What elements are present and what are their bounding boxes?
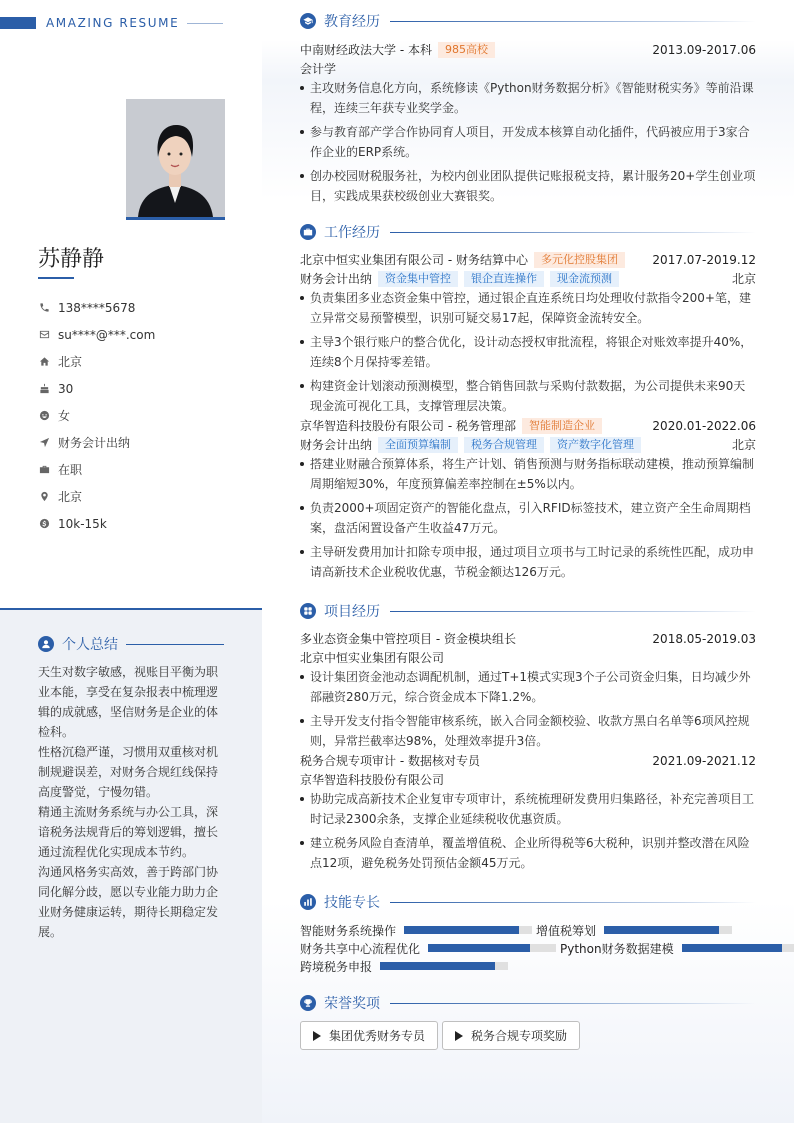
project-company: 北京中恒实业集团有限公司 [300,651,445,665]
home-icon [38,356,50,368]
skill-fill [380,962,495,970]
info-phone-text: 138****5678 [58,300,136,315]
job-bullets [300,288,756,416]
skill-bar [380,962,508,970]
skill-item [536,921,732,939]
awards-list [300,1021,584,1050]
name-underline [38,277,74,279]
education-section [300,11,756,210]
phone-icon [38,302,50,314]
profile-photo [126,99,225,220]
skill-fill [604,926,719,934]
job-skill-tag: 银企直连操作 [464,271,544,287]
summary-paragraph: 精通主流财务系统与办公工具，深谙税务法规背后的筹划逻辑，擅长通过流程优化实现成本节约。 [38,805,219,859]
list-item: 主导研发费用加计扣除专项申报，通过项目立项书与工时记录的系统性匹配，成功申请高新技术企业税收优惠，节税金额达126万元。 [300,542,756,582]
info-location [38,483,155,510]
trophy-icon [300,995,316,1011]
education-school: 中南财经政法大学 - 本科 [300,43,432,57]
project-period: 2021.09-2021.12 [652,753,756,768]
job-period: 2020.01-2022.06 [652,418,756,433]
grid-icon [300,603,316,619]
education-bullets [300,78,756,206]
award-label: 集团优秀财务专员 [329,1029,426,1043]
cake-icon [38,383,50,395]
list-item: 主攻财务信息化方向，系统修读《Python财务数据分析》《智能财税实务》等前沿课程，连续三年获专业奖学金。 [300,78,756,118]
mail-icon [38,329,50,341]
education-header [300,11,756,31]
project-company-row [300,648,756,667]
list-item: 参与教育部产学合作协同育人项目，开发成本核算自动化插件，代码被应用于3家合作企业的ERP系统。 [300,122,756,162]
job-skill-tag: 税务合规管理 [464,437,544,453]
briefcase-icon [300,224,316,240]
profile-name: 苏静静 [38,247,105,272]
projects-header [300,601,756,621]
skills-line [390,902,756,903]
list-item: 协助完成高新技术企业复审专项审计，系统梳理研发费用归集路径，补充完善项目工时记录2300余条，支撑企业延续税收优惠资质。 [300,789,756,829]
list-item: 建立税务风险自查清单，覆盖增值税、企业所得税等6大税种，识别并整改潜在风险点12项，避免税务处罚预估金额45万元。 [300,833,756,873]
skill-name: 智能财务系统操作 [300,923,397,938]
face-icon [38,410,50,422]
info-gender [38,402,155,429]
summary-text [38,662,224,942]
job-skill-tag: 资金集中管控 [378,271,458,287]
awards-section [300,993,756,1013]
list-item: 主导开发支付指令智能审核系统，嵌入合同金额校验、收款方黑白名单等6项风控规则，异常拦截率达98%，处理效率提升3倍。 [300,711,756,751]
info-phone [38,294,155,321]
job-city: 北京 [731,272,756,286]
send-icon [38,437,50,449]
job-row [300,416,756,435]
skill-fill [428,944,530,952]
list-item: 创办校园财税服务社，为校内创业团队提供记账报税支持，累计服务20+学生创业项目，实践成果获校级创业大赛银奖。 [300,166,756,206]
info-age [38,375,155,402]
job-company-tag: 多元化控股集团 [534,252,625,268]
education-period: 2013.09-2017.06 [652,42,756,57]
list-item: 负责集团多业态资金集中管控，通过银企直连系统日均处理收付款指令200+笔，建立异常交易预警模型，识别可疑交易17起，保障资金流转安全。 [300,288,756,328]
skill-name: Python财务数据建模 [560,941,674,956]
graduation-cap-icon [300,13,316,29]
job-period: 2017.07-2019.12 [652,252,756,267]
info-position [38,429,155,456]
skill-bar [604,926,732,934]
job-role: 财务会计出纳 [300,272,373,286]
briefcase-icon [38,464,50,476]
awards-title: 荣誉奖项 [324,996,380,1012]
job-company-tag: 智能制造企业 [522,418,602,434]
education-major: 会计学 [300,62,337,76]
bar-chart-icon [300,894,316,910]
project-period: 2018.05-2019.03 [652,631,756,646]
skill-bar [428,944,556,952]
project-name: 多业态资金集中管控项目 - 资金模块组长 [300,632,516,646]
project-bullets [300,667,756,751]
job-skill-tag: 全面预算编制 [378,437,458,453]
list-item: 负责2000+项固定资产的智能化盘点，引入RFID标签技术，建立资产全生命周期档案，盘活闲置设备产生收益47万元。 [300,498,756,538]
job-role-row [300,269,756,288]
award-badge [300,1021,438,1050]
work-line [390,232,756,233]
education-row [300,40,756,59]
info-status [38,456,155,483]
job-row [300,250,756,269]
education-title: 教育经历 [324,14,380,30]
award-badge [442,1021,580,1050]
summary-title: 个人总结 [62,637,118,653]
summary-line [126,644,224,645]
project-company-row [300,770,756,789]
award-label: 税务合规专项奖励 [471,1029,568,1043]
education-line [390,21,756,22]
brand-bar [0,17,36,29]
job-role-row [300,435,756,454]
info-salary [38,510,155,537]
info-salary-text: 10k-15k [58,516,107,531]
play-icon [313,1031,321,1041]
job-company: 京华智造科技股份有限公司 - 税务管理部 [300,419,516,433]
skill-fill [404,926,519,934]
skill-item [300,939,556,957]
skills-header [300,892,756,912]
job-company: 北京中恒实业集团有限公司 - 财务结算中心 [300,253,528,267]
projects-section [300,601,756,877]
education-tag: 985高校 [438,42,495,58]
skill-bar [682,944,794,952]
user-icon [38,636,54,652]
project-row [300,629,756,648]
work-section [300,222,756,586]
location-icon [38,491,50,503]
skill-item [300,921,532,939]
info-email-text: su****@***.com [58,327,156,342]
skill-name: 增值税筹划 [536,923,597,938]
work-title: 工作经历 [324,225,380,241]
job-skill-tag: 现金流预测 [550,271,619,287]
info-gender-text: 女 [58,409,71,423]
skill-name: 财务共享中心流程优化 [300,941,421,956]
summary-header [38,634,224,654]
education-major-row [300,59,756,78]
brand-text: AMAZING RESUME [46,16,180,30]
awards-header [300,993,756,1013]
skill-item [300,957,508,975]
info-home [38,348,155,375]
brand-header [0,16,223,30]
work-header [300,222,756,242]
skill-bar [404,926,532,934]
project-row [300,751,756,770]
summary-paragraph: 天生对数字敏感，视账目平衡为职业本能，享受在复杂报表中梳理逻辑的成就感，坚信财务是企业的体检科。 [38,665,219,739]
money-icon [38,518,50,530]
list-item: 主导3个银行账户的整合优化，设计动态授权审批流程，将银企对账效率提升40%，连续8个月保持零差错。 [300,332,756,372]
list-item: 设计集团资金池动态调配机制，通过T+1模式实现3个子公司资金归集，日均减少外部融资280万元，综合资金成本下降1.2%。 [300,667,756,707]
summary-paragraph: 沟通风格务实高效，善于跨部门协同化解分歧，愿以专业能力助力企业财务健康运转，期待长期稳定发展。 [38,865,219,939]
job-city: 北京 [731,438,756,452]
job-role: 财务会计出纳 [300,438,373,452]
job-skill-tag: 资产数字化管理 [550,437,641,453]
skills-title: 技能专长 [324,895,380,911]
skill-name: 跨境税务申报 [300,959,373,974]
project-company: 京华智造科技股份有限公司 [300,773,445,787]
awards-line [390,1003,756,1004]
info-age-text: 30 [58,381,74,396]
summary-paragraph: 性格沉稳严谨，习惯用双重核对机制规避误差，对财务合规红线保持高度警觉，宁慢勿错。 [38,745,219,799]
list-item: 构建资金计划滚动预测模型，整合销售回款与采购付款数据，为公司提供未来90天现金流可视化工具，支撑管理层决策。 [300,376,756,416]
skills-section [300,892,756,912]
info-home-text: 北京 [58,355,83,369]
skill-fill [682,944,782,952]
list-item: 搭建业财融合预算体系，将生产计划、销售预测与财务指标联动建模，推动预算编制周期缩短30%，年度预算偏差率控制在±5%以内。 [300,454,756,494]
job-bullets [300,454,756,582]
play-icon [455,1031,463,1041]
project-name: 税务合规专项审计 - 数据核对专员 [300,754,480,768]
project-bullets [300,789,756,873]
contact-info-list [38,294,155,537]
projects-line [390,611,756,612]
brand-line [187,23,223,24]
projects-title: 项目经历 [324,604,380,620]
info-email [38,321,155,348]
skill-item [560,939,794,957]
info-location-text: 北京 [58,490,83,504]
info-status-text: 在职 [58,463,83,477]
info-position-text: 财务会计出纳 [58,436,131,450]
